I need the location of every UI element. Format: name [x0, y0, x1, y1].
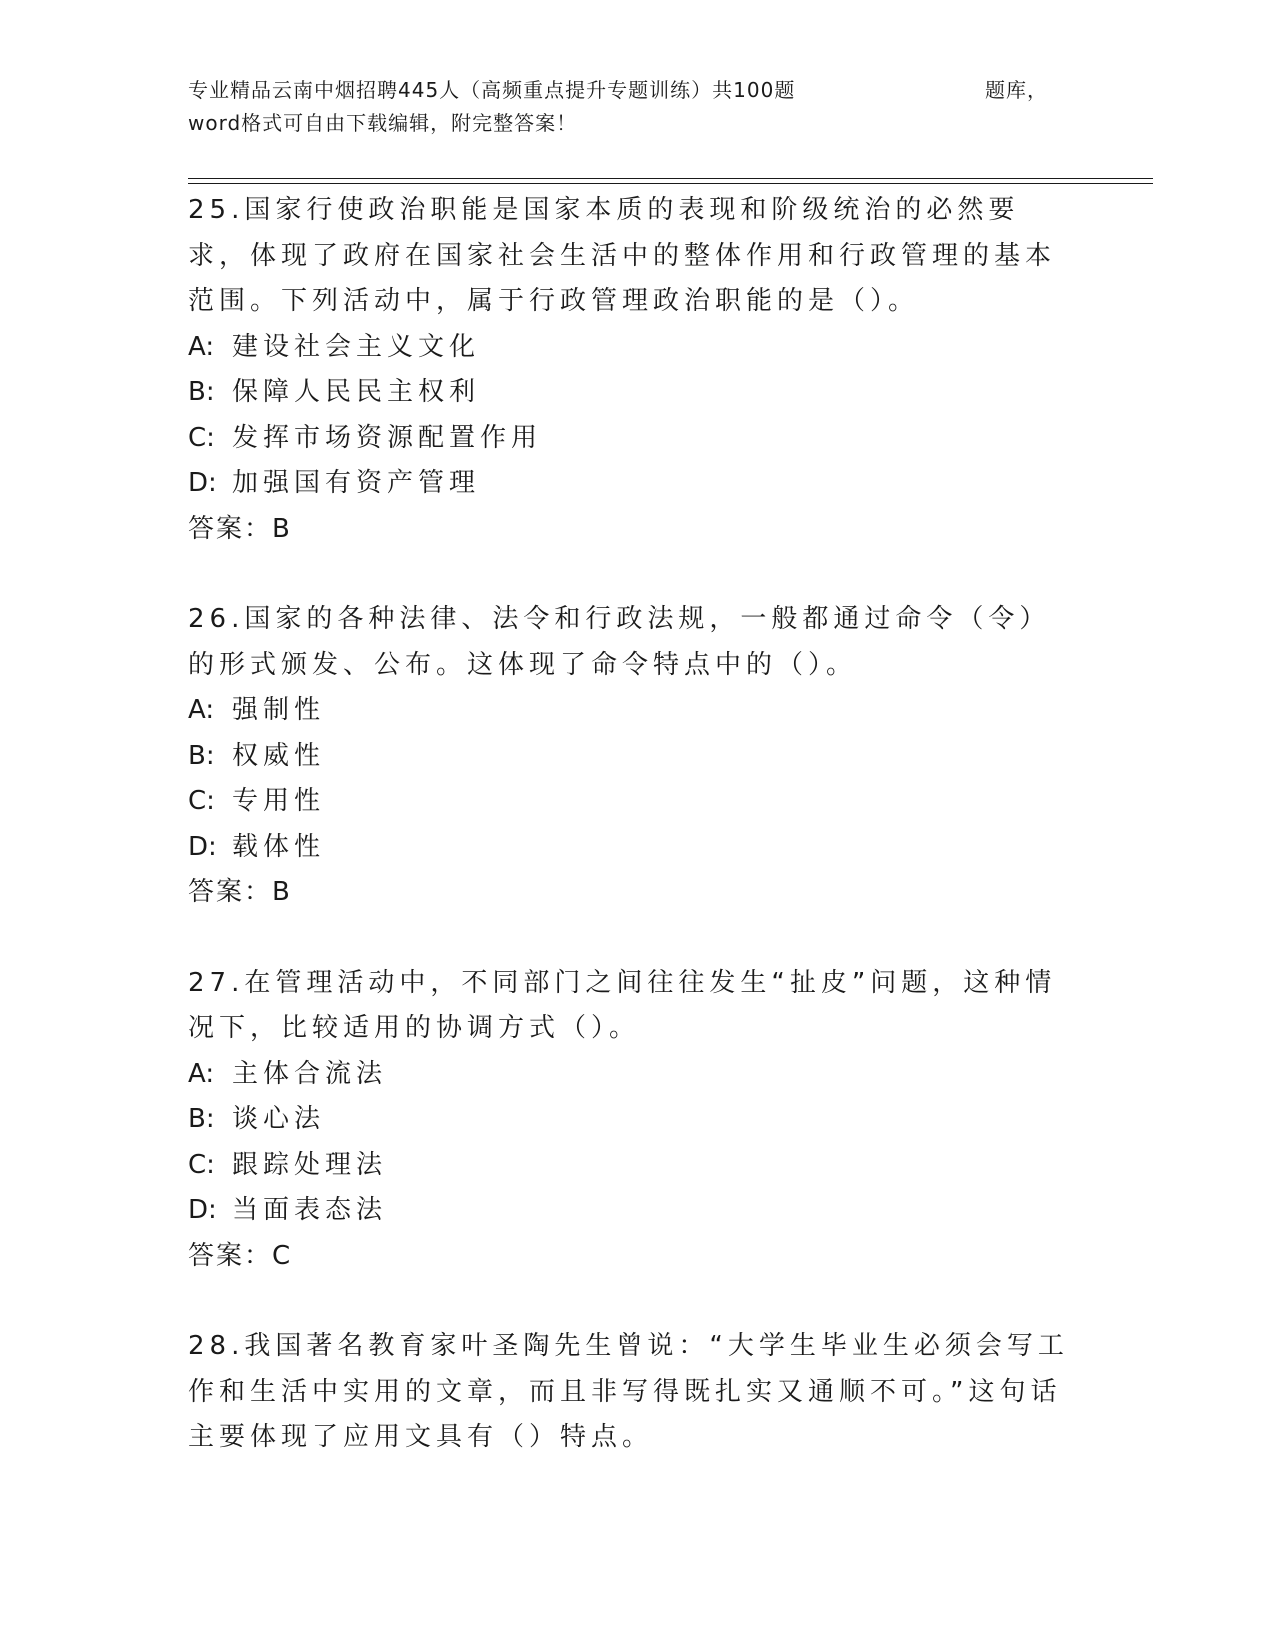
answer-line: 答案：B — [188, 877, 292, 907]
header-line-1 — [188, 74, 1048, 107]
option-key: D: — [188, 1195, 217, 1225]
option-b — [188, 1097, 1078, 1143]
header-line-2: word格式可自由下载编辑，附完整答案！ — [188, 111, 578, 135]
option-d — [188, 1188, 1078, 1234]
option-text: 载体性 — [232, 831, 326, 862]
option-d — [188, 825, 1078, 871]
option-key: D: — [188, 831, 217, 862]
option-text: 谈心法 — [232, 1104, 326, 1134]
option-text: 专用性 — [232, 786, 326, 816]
option-key: B: — [188, 1104, 215, 1134]
header-title: 专业精品云南中烟招聘445人（高频重点提升专题训练）共100题 — [188, 78, 796, 102]
option-text: 保障人民民主权利 — [232, 377, 481, 407]
option-text: 跟踪处理法 — [232, 1149, 388, 1180]
answer-line: 答案：B — [188, 513, 292, 544]
question-27 — [188, 961, 1078, 1280]
question-text: 26.国家的各种法律、法令和行政法规，一般都通过命令（令）的形式颁发、公布。这体现了命令特点中的（）。 — [188, 604, 1051, 680]
option-key: A: — [188, 331, 215, 362]
option-b — [188, 370, 1078, 416]
option-text: 当面表态法 — [232, 1195, 388, 1225]
option-key: A: — [188, 1058, 215, 1089]
question-text: 28.我国著名教育家叶圣陶先生曾说：“大学生毕业生必须会写工作和生活中实用的文章，而且非写得既扎实又通顺不可。”这句话主要体现了应用文具有（）特点。 — [188, 1331, 1069, 1452]
option-a — [188, 688, 1078, 734]
answer-line: 答案：C — [188, 1240, 293, 1271]
question-26 — [188, 597, 1078, 916]
option-key: C: — [188, 786, 215, 816]
option-key: D: — [188, 468, 217, 498]
header-divider-bottom — [188, 183, 1153, 184]
option-c — [188, 1143, 1078, 1189]
option-text: 强制性 — [232, 695, 326, 725]
option-key: B: — [188, 377, 215, 407]
question-text: 25.国家行使政治职能是国家本质的表现和阶级统治的必然要求，体现了政府在国家社会生活中的整体作用和行政管理的基本范围。下列活动中，属于行政管理政治职能的是（）。 — [188, 195, 1057, 316]
option-key: A: — [188, 695, 215, 725]
option-text: 权威性 — [232, 740, 326, 771]
option-key: C: — [188, 1149, 215, 1180]
option-c — [188, 779, 1078, 825]
option-text: 加强国有资产管理 — [232, 468, 481, 498]
option-d — [188, 461, 1078, 507]
option-key: C: — [188, 422, 215, 453]
question-25 — [188, 188, 1078, 552]
option-a — [188, 325, 1078, 371]
header-title-suffix: 题库， — [985, 78, 1048, 102]
option-text: 发挥市场资源配置作用 — [232, 422, 543, 453]
question-text: 27.在管理活动中，不同部门之间往往发生“扯皮”问题，这种情况下，比较适用的协调方式（）。 — [188, 967, 1057, 1043]
page-header — [188, 74, 1048, 140]
option-text: 主体合流法 — [232, 1058, 388, 1089]
header-divider-top — [188, 178, 1153, 179]
option-text: 建设社会主义文化 — [232, 331, 481, 362]
question-list — [188, 188, 1078, 1461]
option-c — [188, 416, 1078, 462]
option-b — [188, 734, 1078, 780]
question-28 — [188, 1324, 1078, 1461]
option-a — [188, 1052, 1078, 1098]
option-key: B: — [188, 740, 215, 771]
